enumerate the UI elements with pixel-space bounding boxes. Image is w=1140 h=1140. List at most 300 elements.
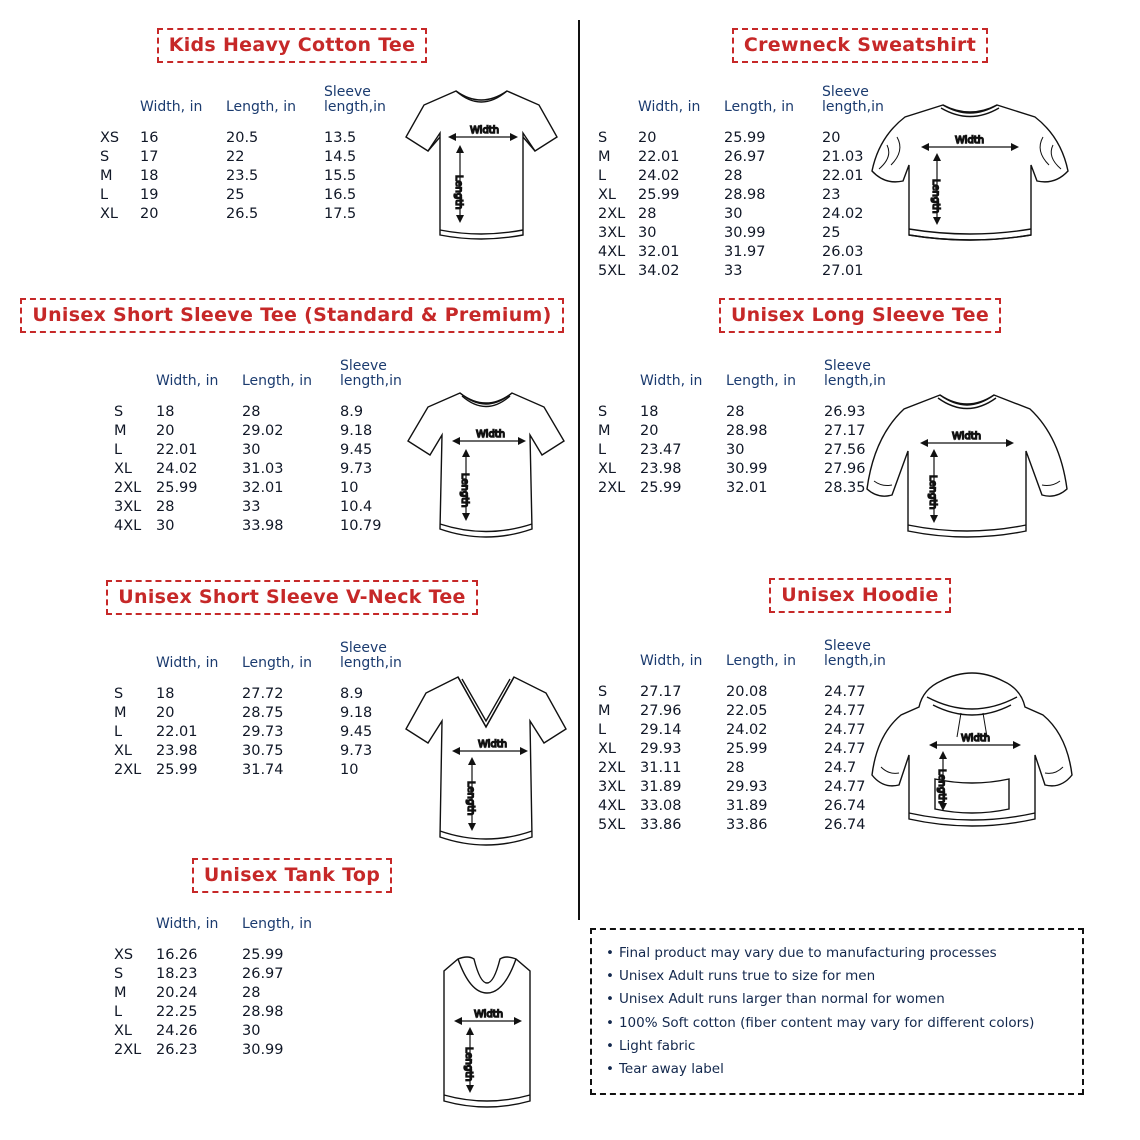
title-wrap [590,578,1130,613]
cell-sleeve: 9.45 [340,441,373,458]
cell-length: 33 [242,498,261,515]
cell-size: M [100,167,113,184]
col-sleeve: Sleeve length,in [824,358,886,389]
cell-sleeve: 10 [340,761,359,778]
cell-sleeve: 9.45 [340,723,373,740]
section-title: Unisex Tank Top [192,858,392,893]
note-item [606,1035,1068,1058]
cell-sleeve: 26.74 [824,797,866,814]
cell-width: 18.23 [156,966,198,983]
cell-length: 25 [226,186,245,203]
cell-sleeve: 8.9 [340,403,364,420]
bullet-icon: • [606,1037,614,1054]
section-title: Unisex Short Sleeve Tee (Standard & Premium) [20,298,563,333]
col-sleeve: Sleeve length,in [340,640,402,671]
label-length: Length [927,475,938,510]
cell-sleeve: 24.77 [824,702,866,719]
cell-size: S [598,683,608,700]
bullet-icon: • [606,991,614,1008]
cell-size: 4XL [598,243,626,260]
cell-size: 2XL [598,759,626,776]
note-item [606,942,1068,965]
cell-length: 23.5 [226,167,259,184]
note-text: Tear away label [618,1061,724,1078]
table-row [114,440,420,459]
title-wrap [14,28,570,63]
cell-size: L [598,167,607,184]
cell-width: 22.01 [156,723,198,740]
cell-width: 22.01 [156,441,198,458]
table-row [114,478,420,497]
cell-sleeve: 14.5 [324,148,357,165]
col-size [100,85,140,128]
cell-sleeve: 22.01 [822,167,864,184]
label-width: Width [476,429,506,440]
table-row [114,760,420,779]
cell-size: L [598,441,607,458]
cell-size: 3XL [598,778,626,795]
table-row [598,242,902,261]
col-width: Width, in [156,372,219,389]
cell-length: 20.5 [226,129,259,146]
cell-size: XL [598,460,617,477]
label-length: Length [936,769,947,804]
cell-length: 28 [726,403,745,420]
col-size [598,85,638,128]
label-length: Length [453,175,464,210]
cell-width: 33.86 [640,816,682,833]
cell-width: 24.26 [156,1023,198,1040]
cell-sleeve: 15.5 [324,167,357,184]
cell-width: 27.96 [640,702,682,719]
note-item [606,965,1068,988]
col-width: Width, in [156,916,219,932]
cell-sleeve: 21.03 [822,148,864,165]
cell-size: 2XL [114,761,142,778]
note-text: Unisex Adult runs true to size for men [618,968,876,985]
cell-width: 20 [156,704,175,721]
note-item [606,988,1068,1011]
section-title: Unisex Hoodie [769,578,950,613]
cell-width: 31.89 [640,778,682,795]
section-title: Unisex Long Sleeve Tee [719,298,1001,333]
cell-sleeve: 27.17 [824,422,866,439]
bullet-icon: • [606,1061,614,1078]
section-unisex-hoodie [590,578,1130,889]
table-row [598,682,904,701]
label-length: Length [463,1047,474,1082]
cell-sleeve: 10 [340,479,359,496]
table-row [598,777,904,796]
cell-size: 3XL [114,498,142,515]
cell-sleeve: 9.18 [340,422,373,439]
cell-size: 5XL [598,262,626,279]
cell-length: 30 [242,1023,261,1040]
col-length: Length, in [726,372,796,389]
bullet-icon: • [606,1014,614,1031]
cell-width: 25.99 [156,761,198,778]
cell-size: XL [114,1023,133,1040]
cell-sleeve: 24.77 [824,740,866,757]
label-width: Width [952,431,982,442]
title-wrap [14,298,570,333]
col-size [114,359,156,402]
cell-sleeve: 17.5 [324,205,357,222]
cell-width: 19 [140,186,159,203]
note-text: Final product may vary due to manufacturing processes [618,945,997,961]
cell-sleeve: 20 [822,129,841,146]
cell-size: XL [114,742,133,759]
cell-size: 4XL [598,797,626,814]
table-row [598,166,902,185]
cell-sleeve: 10.79 [340,517,382,534]
table-row [598,128,902,147]
table-row [598,739,904,758]
label-length: Length [459,473,470,508]
cell-sleeve: 24.77 [824,778,866,795]
table-row [114,1022,340,1041]
cell-length: 28 [242,985,261,1002]
cell-length: 24.02 [726,721,768,738]
cell-width: 24.02 [638,167,680,184]
cell-size: XL [114,460,133,477]
table-row [114,984,340,1003]
size-table-unisex-hoodie [598,639,904,834]
cell-sleeve: 9.73 [340,742,373,759]
table-header-row [598,359,904,402]
cell-size: XS [100,129,120,146]
cell-size: XS [114,947,134,964]
section-unisex-long-sleeve-tee [590,298,1130,599]
cell-width: 16.26 [156,947,198,964]
note-item [606,1012,1068,1035]
table-row [598,440,904,459]
cell-width: 24.02 [156,460,198,477]
cell-width: 20 [640,422,659,439]
col-sleeve: Sleeve length,in [324,84,386,115]
title-wrap [590,28,1130,63]
label-width: Width [961,733,991,744]
col-length: Length, in [242,916,312,932]
cell-width: 25.99 [638,186,680,203]
cell-width: 28 [156,498,175,515]
cell-sleeve: 28.35 [824,479,866,496]
cell-size: 2XL [114,1042,142,1059]
cell-length: 32.01 [242,479,284,496]
table-header-row [598,85,902,128]
col-length: Length, in [242,372,312,389]
cell-length: 28.98 [726,422,768,439]
cell-size: XL [598,740,617,757]
cell-size: M [598,422,611,439]
table-row [114,741,420,760]
table-row [598,147,902,166]
size-table-unisex-short-sleeve-tee [114,359,420,535]
title-wrap [14,580,570,615]
cell-length: 30.99 [724,224,766,241]
cell-size: S [598,403,608,420]
section-kids-heavy-cotton-tee [14,28,570,325]
cell-sleeve: 24.7 [824,759,857,776]
bullet-icon: • [606,968,614,985]
table-row [100,204,404,223]
cell-length: 33.86 [726,816,768,833]
cell-width: 27.17 [640,683,682,700]
section-unisex-tank-top [14,858,570,1137]
col-sleeve: Sleeve length,in [340,358,402,389]
table-row [100,166,404,185]
table-row [100,185,404,204]
size-table-crewneck-sweatshirt [598,85,902,280]
col-length: Length, in [726,652,796,669]
cell-size: M [598,702,611,719]
cell-length: 25.99 [726,740,768,757]
cell-width: 18 [140,167,159,184]
section-crewneck-sweatshirt [590,28,1130,325]
title-wrap [590,298,1130,333]
cell-width: 33.08 [640,797,682,814]
cell-length: 32.01 [726,479,768,496]
cell-length: 28.98 [242,1004,284,1021]
table-row [598,204,902,223]
size-table-kids-heavy-cotton-tee [100,85,404,223]
section-title: Unisex Short Sleeve V-Neck Tee [106,580,477,615]
garment-illustration-v-neck-tee [396,665,576,880]
table-row [598,223,902,242]
table-row [114,459,420,478]
cell-width: 34.02 [638,262,680,279]
cell-length: 27.72 [242,685,284,702]
cell-length: 33.98 [242,517,284,534]
cell-size: S [114,685,124,702]
cell-width: 29.93 [640,740,682,757]
table-row [114,1041,340,1060]
table-row [598,185,902,204]
cell-sleeve: 25 [822,224,841,241]
cell-length: 28 [242,403,261,420]
cell-sleeve: 23 [822,186,841,203]
label-width: Width [470,125,500,136]
cell-width: 17 [140,148,159,165]
section-title: Kids Heavy Cotton Tee [157,28,428,63]
cell-width: 32.01 [638,243,680,260]
cell-sleeve: 27.56 [824,441,866,458]
cell-width: 20.24 [156,985,198,1002]
table-header-row [114,641,420,684]
cell-length: 28.75 [242,704,284,721]
section-title: Crewneck Sweatshirt [732,28,988,63]
cell-length: 30 [726,441,745,458]
table-row [114,946,340,965]
garment-illustration-tank-top [412,949,562,1129]
cell-size: 3XL [598,224,626,241]
cell-width: 25.99 [156,479,198,496]
label-width: Width [955,135,985,146]
cell-length: 33 [724,262,743,279]
cell-width: 20 [638,129,657,146]
table-header-row [100,85,404,128]
cell-width: 18 [640,403,659,420]
cell-length: 29.02 [242,422,284,439]
col-size [598,359,640,402]
cell-width: 20 [156,422,175,439]
table-row [114,965,340,984]
garment-illustration-long-sleeve-tee [860,381,1075,566]
cell-size: 5XL [598,816,626,833]
size-table-unisex-tank-top [114,917,340,1060]
cell-length: 25.99 [724,129,766,146]
cell-size: S [114,966,124,983]
table-row [598,402,904,421]
cell-width: 30 [638,224,657,241]
cell-width: 23.47 [640,441,682,458]
cell-width: 22.01 [638,148,680,165]
cell-width: 26.23 [156,1042,198,1059]
cell-sleeve: 27.96 [824,460,866,477]
cell-size: M [114,704,127,721]
cell-size: L [114,441,123,458]
table-row [598,815,904,834]
cell-sleeve: 8.9 [340,685,364,702]
table-row [598,720,904,739]
garment-illustration-unisex-tee [396,379,576,569]
cell-length: 29.93 [726,778,768,795]
table-row [114,497,420,516]
note-text: 100% Soft cotton (fiber content may vary for different colors) [618,1014,1035,1031]
cell-sleeve: 16.5 [324,186,357,203]
table-row [114,1003,340,1022]
label-length: Length [930,179,941,214]
cell-sleeve: 13.5 [324,129,357,146]
cell-width: 18 [156,685,175,702]
garment-illustration-crewneck [865,85,1075,265]
cell-width: 25.99 [640,479,682,496]
cell-size: S [100,148,110,165]
garment-illustration-kids-tee [394,75,569,270]
table-row [100,128,404,147]
cell-sleeve: 10.4 [340,498,373,515]
table-row [598,459,904,478]
table-row [598,796,904,815]
col-width: Width, in [156,654,219,671]
label-width: Width [478,739,508,750]
cell-width: 28 [638,205,657,222]
cell-length: 28 [724,167,743,184]
cell-sleeve: 9.73 [340,460,373,477]
cell-length: 30 [242,441,261,458]
col-width: Width, in [640,652,703,669]
table-row [598,261,902,280]
label-width: Width [474,1009,504,1020]
cell-size: 2XL [114,479,142,496]
col-length: Length, in [242,654,312,671]
cell-length: 31.97 [724,243,766,260]
cell-width: 16 [140,129,159,146]
cell-size: M [114,422,127,439]
cell-length: 31.03 [242,460,284,477]
table-row [114,722,420,741]
cell-size: M [114,985,127,1002]
bullet-icon: • [606,945,614,961]
cell-length: 26.5 [226,205,259,222]
cell-size: M [598,148,611,165]
col-width: Width, in [140,98,203,115]
cell-width: 22.25 [156,1004,198,1021]
cell-size: S [114,403,124,420]
table-row [114,684,420,703]
cell-width: 20 [140,205,159,222]
col-size [114,917,156,946]
cell-sleeve: 26.03 [822,243,864,260]
label-length: Length [465,781,476,816]
cell-size: 4XL [114,517,142,534]
cell-width: 18 [156,403,175,420]
cell-length: 25.99 [242,947,284,964]
cell-sleeve: 24.77 [824,683,866,700]
notes-box [590,928,1084,1095]
cell-size: 2XL [598,479,626,496]
cell-width: 30 [156,517,175,534]
vertical-divider [578,20,580,920]
cell-width: 23.98 [640,460,682,477]
cell-length: 31.74 [242,761,284,778]
garment-illustration-hoodie [865,663,1080,853]
cell-length: 31.89 [726,797,768,814]
cell-size: L [114,1004,123,1021]
cell-sleeve: 26.93 [824,403,866,420]
table-row [114,402,420,421]
cell-size: L [114,723,123,740]
cell-sleeve: 27.01 [822,262,864,279]
table-row [114,421,420,440]
note-text: Unisex Adult runs larger than normal for women [618,991,945,1008]
cell-length: 30.99 [726,460,768,477]
cell-size: 2XL [598,205,626,222]
col-width: Width, in [640,372,703,389]
cell-width: 29.14 [640,721,682,738]
table-row [598,758,904,777]
cell-length: 30 [724,205,743,222]
cell-size: L [598,721,607,738]
note-item [606,1058,1068,1081]
size-table-unisex-long-sleeve-tee [598,359,904,497]
table-header-row [598,639,904,682]
cell-length: 26.97 [242,966,284,983]
table-header-row [114,359,420,402]
cell-size: XL [598,186,617,203]
cell-size: L [100,186,109,203]
section-unisex-short-sleeve-tee [14,298,570,599]
size-table-unisex-v-neck-tee [114,641,420,779]
table-row [598,421,904,440]
table-header-row [114,917,340,946]
cell-sleeve: 24.77 [824,721,866,738]
cell-size: XL [100,205,119,222]
cell-length: 30.99 [242,1042,284,1059]
table-row [598,478,904,497]
cell-width: 31.11 [640,759,682,776]
col-size [114,641,156,684]
table-row [114,703,420,722]
title-wrap [14,858,570,893]
section-unisex-v-neck-tee [14,580,570,891]
cell-length: 22 [226,148,245,165]
cell-length: 30.75 [242,742,284,759]
cell-length: 28 [726,759,745,776]
table-row [114,516,420,535]
col-length: Length, in [226,98,296,115]
cell-sleeve: 24.02 [822,205,864,222]
